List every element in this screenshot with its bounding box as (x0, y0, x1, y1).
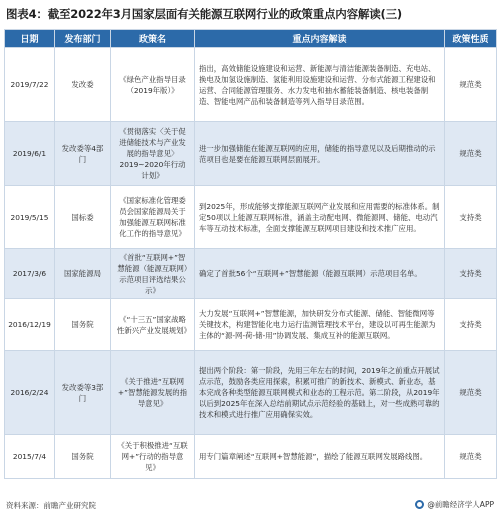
table-row (5, 249, 497, 299)
cell-dept: 发改委等4部门 (55, 122, 111, 186)
cell-nature: 规范类 (445, 122, 497, 186)
cell-nature: 规范类 (445, 351, 497, 435)
cell-nature: 规范类 (445, 435, 497, 479)
brand-text: @前瞻经济学人APP (427, 500, 494, 509)
cell-nature: 规范类 (445, 48, 497, 122)
qianzhan-logo-icon (415, 500, 424, 509)
cell-dept: 国务院 (55, 435, 111, 479)
cell-dept: 国标委 (55, 186, 111, 249)
cell-nature: 支持类 (445, 186, 497, 249)
cell-content: 用专门篇章阐述“互联网+智慧能源”，描绘了能源互联网发展路线图。 (195, 435, 445, 479)
cell-policy: 《首批“互联网+”智慧能源（能源互联网）示范项目评选结果公示》 (111, 249, 195, 299)
cell-policy: 《“十三五”国家战略性新兴产业发展规划》 (111, 299, 195, 351)
table-row (5, 351, 497, 435)
cell-content: 到2025年，形成能够支撑能源互联网产业发展和应用需要的标准体系。制定50项以上能源互联网标准，涵盖主动配电网、微能源网、储能、电动汽车等互动技术标准，全面支撑能源互联网项目建设和技术推广应用。 (195, 186, 445, 249)
figure-title: 图表4：截至2022年3月国家层面有关能源互联网行业的政策重点内容解读(三) (6, 7, 402, 21)
table-row (5, 186, 497, 249)
cell-content: 确定了首批56个“互联网+”智慧能源（能源互联网）示范项目名单。 (195, 249, 445, 299)
cell-date: 2015/7/4 (5, 435, 55, 479)
cell-date: 2019/5/15 (5, 186, 55, 249)
table-row (5, 435, 497, 479)
header-policy: 政策名 (111, 30, 195, 48)
header-date: 日期 (5, 30, 55, 48)
header-dept: 发布部门 (55, 30, 111, 48)
cell-policy: 《关于推进“互联网+”智慧能源发展的指导意见》 (111, 351, 195, 435)
cell-dept: 国务院 (55, 299, 111, 351)
cell-nature: 支持类 (445, 299, 497, 351)
cell-policy: 《贯彻落实〈关于促进储能技术与产业发展的指导意见〉2019~2020年行动计划》 (111, 122, 195, 186)
cell-content: 大力发展“互联网+”智慧能源，加快研发分布式能源、储能、智能微网等关键技术，构建智能化电力运行监测管理技术平台，建设以可再生能源为主体的“源-网-荷-储-用”协调发展、集成互补的能源互联网。 (195, 299, 445, 351)
cell-date: 2016/12/19 (5, 299, 55, 351)
cell-date: 2019/7/22 (5, 48, 55, 122)
table-row (5, 122, 497, 186)
cell-policy: 《国家标准化管理委员会国家能源局关于加强能源互联网标准化工作的指导意见》 (111, 186, 195, 249)
footer (4, 499, 496, 513)
cell-content: 提出两个阶段：第一阶段，先用三年左右的时间，2019年之前重点开展试点示范，鼓励各类应用探索，积累可推广的新技术、新模式、新业态，基本完成各种类型能源互联网模式和业态的工程示范。第二阶段，从2019年以后到2025年在深入总结前期试点示范经验的基础上，对一些成熟可靠的技术和模式进行推广应用确保实效。 (195, 351, 445, 435)
cell-dept: 发改委等3部门 (55, 351, 111, 435)
cell-policy: 《绿色产业指导目录（2019年版）》 (111, 48, 195, 122)
cell-policy: 《关于积极推进“互联网+”行动的指导意见》 (111, 435, 195, 479)
table-row (5, 299, 497, 351)
cell-nature: 支持类 (445, 249, 497, 299)
table-header-row (5, 30, 497, 48)
policy-table (4, 29, 497, 479)
cell-date: 2019/6/1 (5, 122, 55, 186)
cell-date: 2017/3/6 (5, 249, 55, 299)
cell-dept: 发改委 (55, 48, 111, 122)
cell-content: 指出，高效储能设施建设和运营、新能源与清洁能源装备制造、充电站、换电及加氢设施制造、氢能利用设施建设和运营、分布式能源工程建设和运营、合同能源管理服务、水力发电和抽水蓄能装备制造、核电装备制造、智能电网产品和装备制造等列入指导目录范围。 (195, 48, 445, 122)
cell-dept: 国家能源局 (55, 249, 111, 299)
source-note: 资料来源：前瞻产业研究院 (6, 501, 96, 510)
header-nature: 政策性质 (445, 30, 497, 48)
table-row (5, 48, 497, 122)
brand-credit (415, 499, 494, 510)
header-content: 重点内容解读 (195, 30, 445, 48)
cell-content: 进一步加强储能在能源互联网的应用，储能的指导意见以及后期推动的示范项目也是要在能源互联网层面展开。 (195, 122, 445, 186)
cell-date: 2016/2/24 (5, 351, 55, 435)
